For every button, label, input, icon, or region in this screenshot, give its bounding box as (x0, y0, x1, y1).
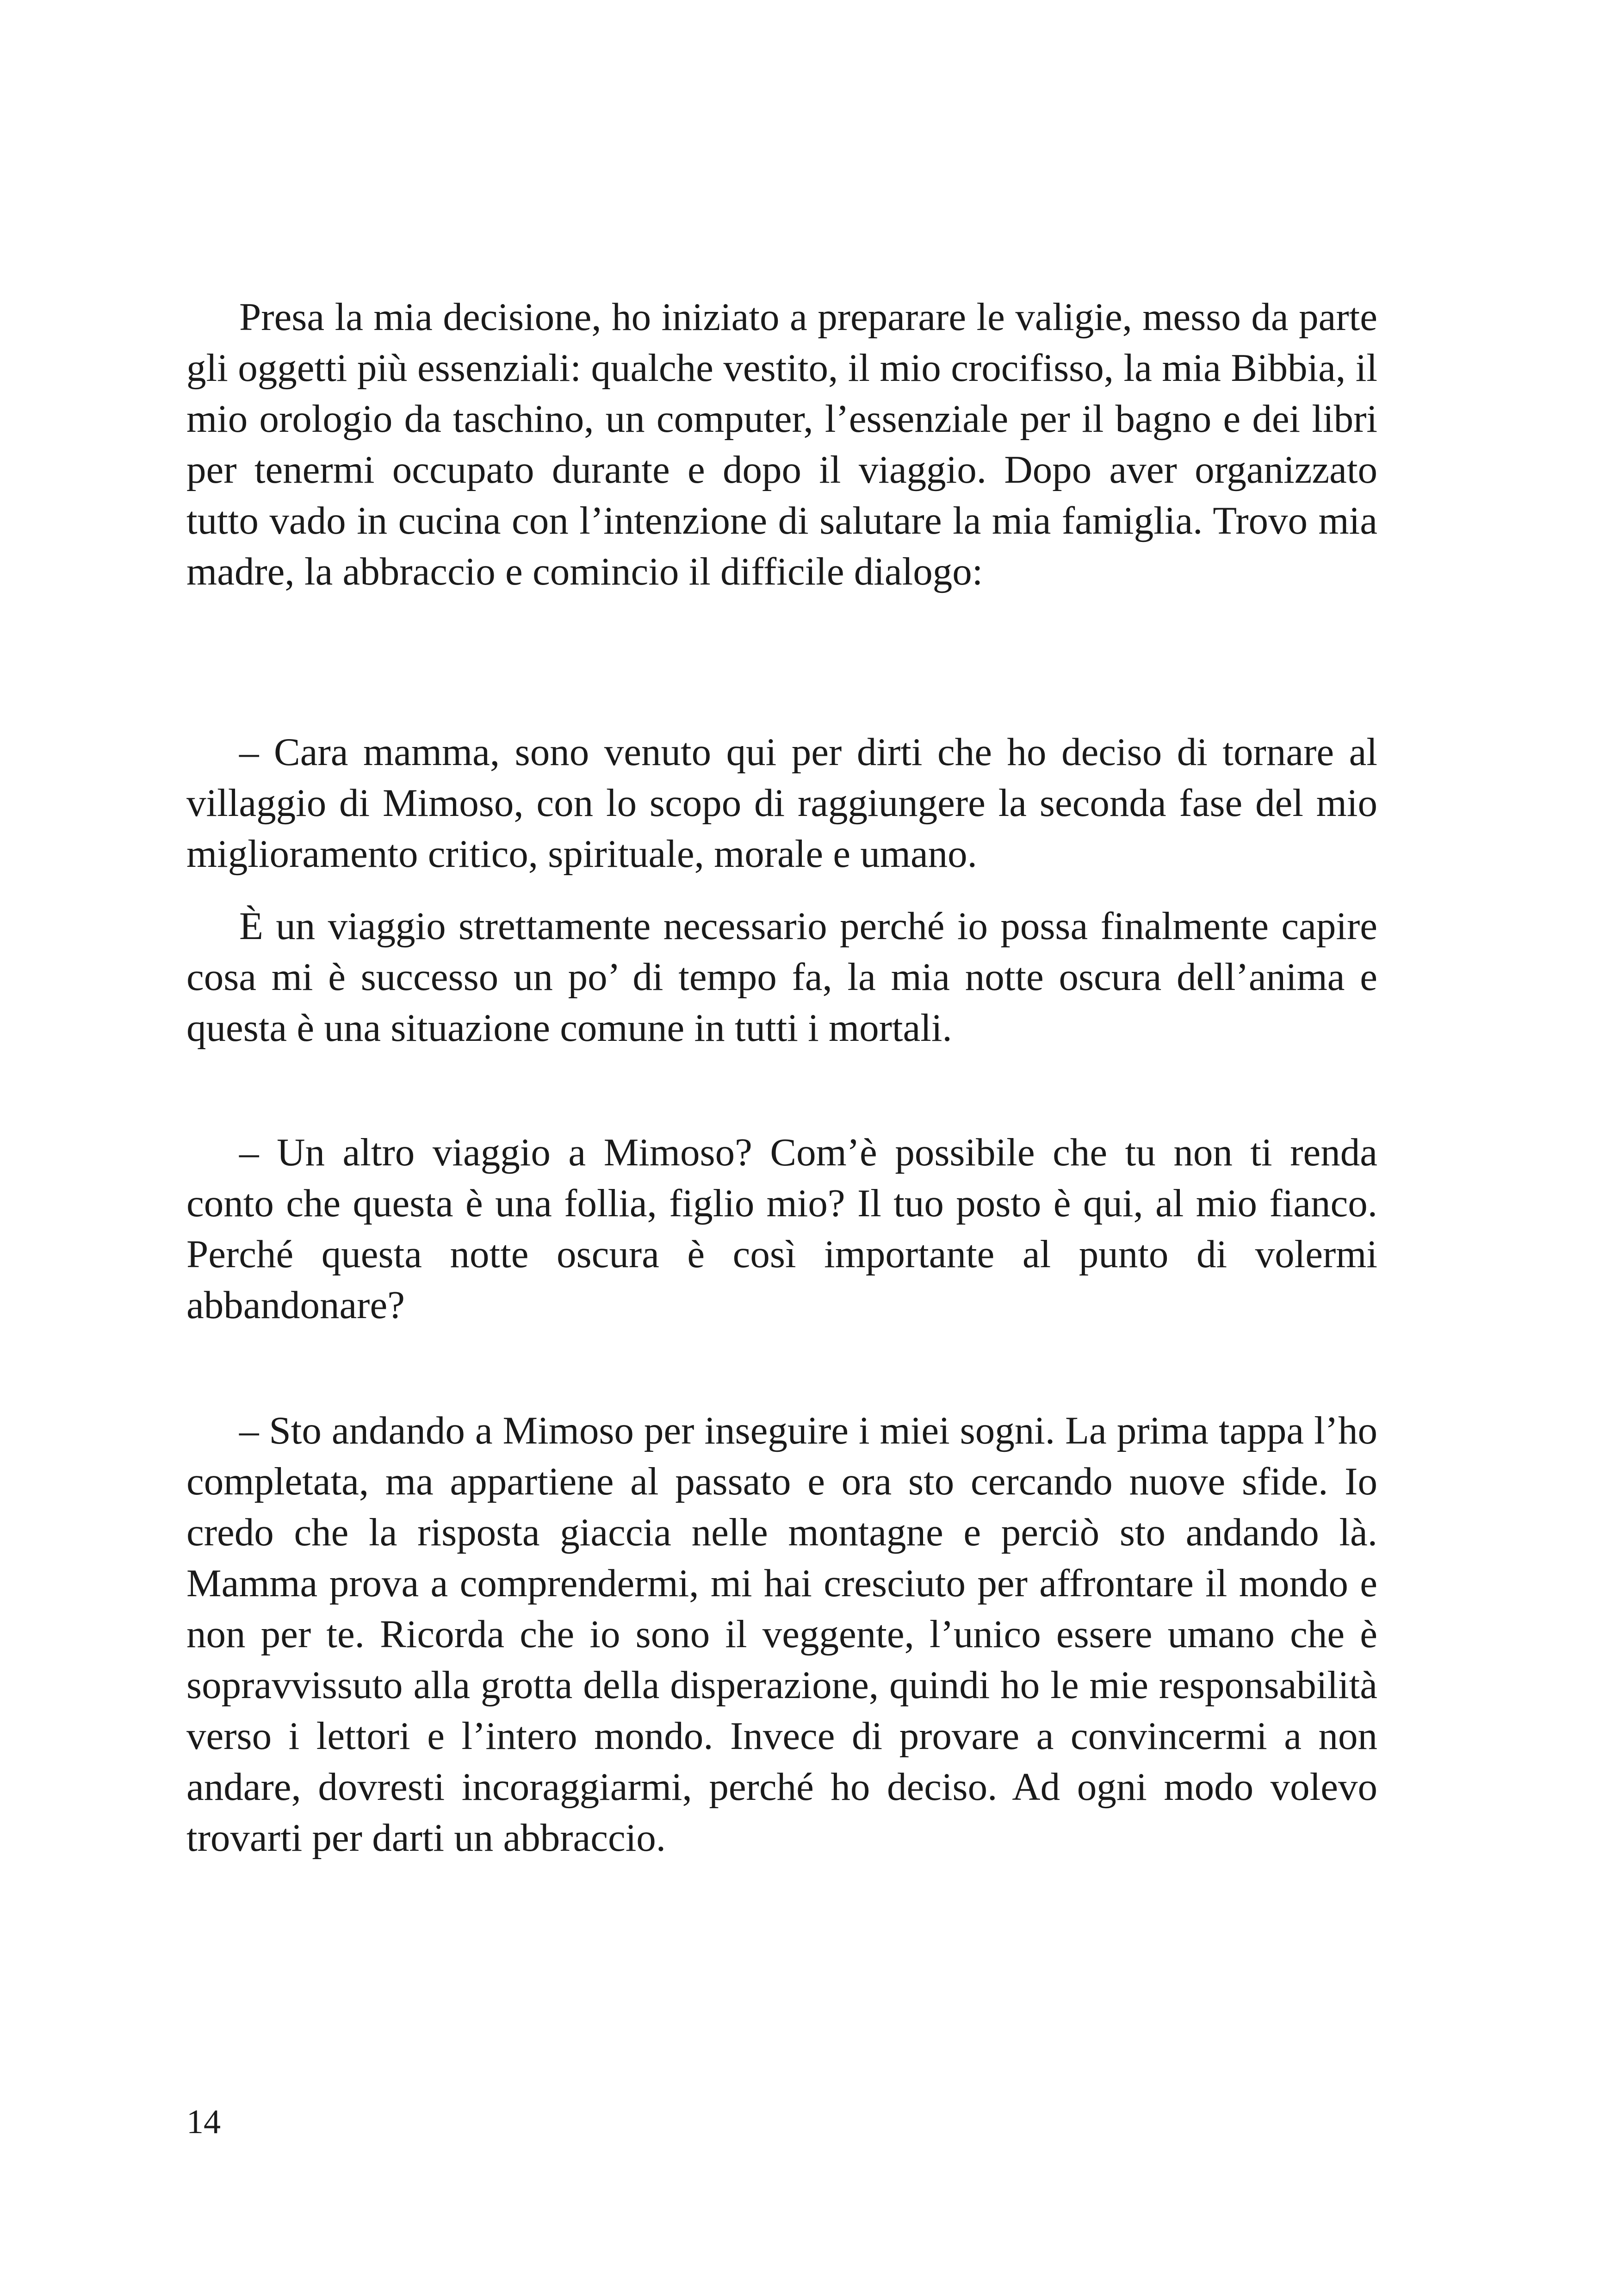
page-number: 14 (186, 2103, 221, 2141)
paragraph-2: – Cara mamma, sono venuto qui per dirti che ho deciso di tornare al villaggio di Mimoso, con lo scopo di raggiungere la seconda fase del mio miglioramento critico, spirituale, morale e umano. (186, 730, 1377, 876)
paragraph-4: – Un altro viaggio a Mimoso? Com’è possibile che tu non ti renda conto che questa è una follia, figlio mio? Il tuo posto è qui, al mio fianco. Perché questa notte oscura è così importante al punto di volermi abbandonare? (186, 1131, 1377, 1327)
paragraph-3: È un viaggio strettamente necessario perché io possa finalmente capire cosa mi è successo un po’ di tempo fa, la mia notte oscura dell’anima e questa è una situazione comune in tutti i mortali. (186, 904, 1377, 1050)
paragraph-1: Presa la mia decisione, ho iniziato a preparare le valigie, messo da parte gli oggetti più essenziali: qualche vestito, il mio crocifisso, la mia Bibbia, il mio orologio da taschino, un computer, l’essenziale per il bagno e dei libri per tenermi occupato durante e dopo il viaggio. Dopo aver organizzato tutto vado in cucina con l’intenzione di salutare la mia famiglia. Trovo mia madre, la abbraccio e comincio il difficile dialogo: (186, 295, 1377, 593)
paragraph-5: – Sto andando a Mimoso per inseguire i miei sogni. La prima tappa l’ho completata, ma appartiene al passato e ora sto cercando nuove sfide. Io credo che la risposta giaccia nelle montagne e perciò sto andando là. Mamma prova a comprendermi, mi hai cresciuto per affrontare il mondo e non per te. Ricorda che io sono il veggente, l’unico essere umano che è sopravvissuto alla grotta della disperazione, quindi ho le mie responsabilità verso i lettori e l’intero mondo. Invece di provare a convincermi a non andare, dovresti incoraggiarmi, perché ho deciso. Ad ogni modo volevo trovarti per darti un abbraccio. (186, 1409, 1377, 1860)
